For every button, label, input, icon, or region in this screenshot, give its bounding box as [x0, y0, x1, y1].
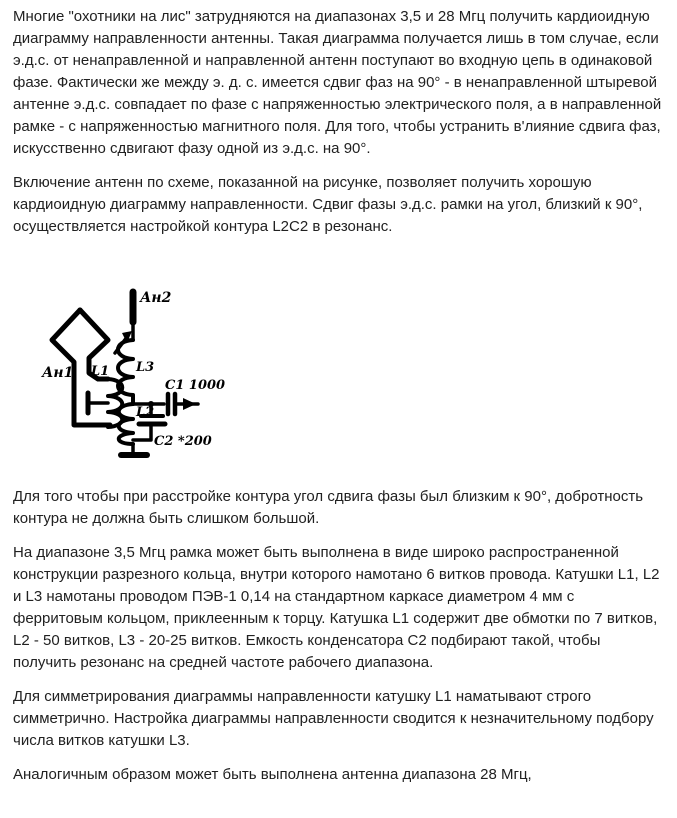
circuit-diagram: [38, 282, 253, 467]
label-c2: С2 *200: [154, 434, 212, 449]
label-c1: С1 1000: [165, 378, 226, 393]
label-ant1: Ан1: [42, 365, 74, 381]
capacitor-c1-shape: [168, 394, 198, 414]
circuit-figure: [38, 282, 253, 467]
coil-l1-tap-shape: [88, 393, 108, 413]
label-l1: L1: [91, 364, 110, 379]
paragraph-q-factor: Для того чтобы при расстройке контура угол сдвига фазы был близким к 90°, добротность контура не должна быть слишком большой.: [13, 488, 644, 527]
ground-symbol: [121, 444, 147, 455]
paragraph-scheme: Включение антенн по схеме, показанной на рисунке, позволяет получить хорошую кардиоидную диаграмму направленности. Сдвиг фазы э.д.с. рамки на угол, близкий к 90°, осуществляется настройкой контура L2C2 в резонанс.: [13, 174, 643, 235]
paragraph-28mhz: Аналогичным образом может быть выполнена антенна диапазона 28 Мгц,: [13, 766, 532, 783]
paragraph-intro: Многие "охотники на лис" затрудняются на диапазонах 3,5 и 28 Мгц получить кардиоидную диаграмму направленности антенны. Такая диаграмма получается лишь в том случае, если э.д.с. от ненаправленной и направленной антенн поступают во входную цепь в одинаковой фазе. Фактически же между э. д. с. имеется сдвиг фаз на 90° - в ненаправленной штыревой антенне э.д.с. совпадает по фазе с напряженностью электрического поля, а в направленной рамке - с напряженностью магнитного поля. Для того, чтобы устранить в'лияние сдвига фаз, искусственно сдвигают фазу одной из э.д.с. на 90°.: [13, 8, 662, 157]
label-l2: L2: [136, 405, 155, 420]
label-l3: L3: [136, 360, 155, 375]
coil-l1-shape: [108, 379, 122, 427]
paragraph-symmetry: Для симметрирования диаграммы направленности катушку L1 наматывают строго симметрично. Настройка диаграммы направленности сводится к незначительному подбору числа витков катушки L3.: [13, 688, 654, 749]
label-ant2: Ан2: [140, 290, 172, 306]
paragraph-construction: На диапазоне 3,5 Мгц рамка может быть выполнена в виде широко распространенной конструкции разрезного кольца, внутри которого намотано 6 витков провода. Катушки L1, L2 и L3 намотаны проводом ПЭВ-1 0,14 на стандартном каркасе диаметром 4 мм с ферритовым кольцом, приклеенным к торцу. Катушка L1 содержит две обмотки по 7 витков, L2 - 50 витков, L3 - 20-25 витков. Емкость конденсатора С2 подбирают такой, чтобы получить резонанс на средней частоте рабочего диапазона.: [13, 544, 660, 671]
